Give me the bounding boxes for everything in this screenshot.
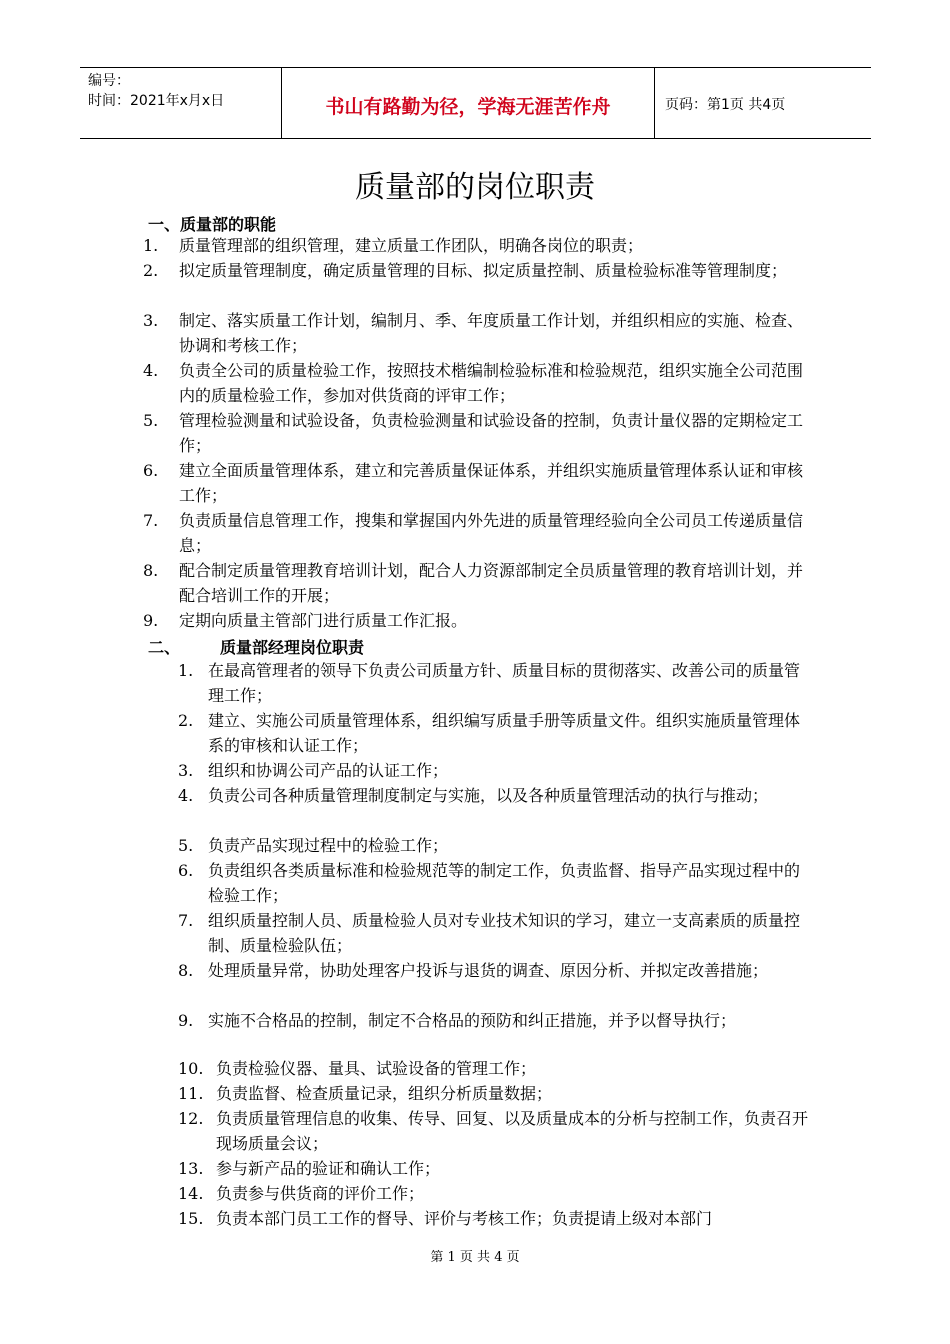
list-item-text: 管理检验测量和试验设备，负责检验测量和试验设备的控制，负责计量仪器的定期检定工作；	[179, 411, 804, 455]
section-1-heading: 一、质量部的职能	[148, 215, 277, 234]
number-label: 编号：	[88, 73, 130, 89]
list-item-number: 15.	[178, 1209, 204, 1228]
list-item	[178, 958, 811, 983]
list-item-text: 负责参与供货商的评价工作；	[216, 1184, 425, 1203]
list-item-number: 6.	[178, 861, 194, 880]
page-footer: 第 1 页 共 4 页	[430, 1250, 520, 1265]
list-item-text: 在最高管理者的领导下负责公司质量方针、质量目标的贯彻落实、改善公司的质量管理工作；	[208, 661, 801, 705]
header-motto: 书山有路勤为径，学海无涯苦作舟	[325, 96, 611, 118]
list-item-number: 10.	[178, 1059, 204, 1078]
list-item-number: 13.	[178, 1159, 204, 1178]
list-item	[178, 1156, 811, 1181]
list-item-text: 建立、实施公司质量管理体系，组织编写质量手册等质量文件。组织实施质量管理体系的审核和认证工作；	[208, 711, 801, 755]
list-item-number: 6.	[143, 461, 159, 480]
list-item	[143, 233, 811, 258]
list-item-number: 11.	[178, 1084, 204, 1103]
list-item	[178, 1056, 811, 1081]
list-item	[178, 783, 811, 808]
section-2-number: 二、	[148, 638, 181, 657]
list-item-text: 制定、落实质量工作计划，编制月、季、年度质量工作计划，并组织相应的实施、检查、协调和考核工作；	[179, 311, 804, 355]
list-item-text: 拟定质量管理制度，确定质量管理的目标、拟定质量控制、质量检验标准等管理制度；	[179, 261, 788, 280]
list-item-text: 定期向质量主管部门进行质量工作汇报。	[179, 611, 468, 630]
list-item-text: 组织质量控制人员、质量检验人员对专业技术知识的学习，建立一支高素质的质量控制、质量检验队伍；	[208, 911, 801, 955]
list-item-text: 处理质量异常，协助处理客户投诉与退货的调查、原因分析、并拟定改善措施；	[208, 961, 769, 980]
list-item	[178, 1181, 811, 1206]
list-item-text: 质量管理部的组织管理，建立质量工作团队，明确各岗位的职责；	[179, 236, 644, 255]
list-item-number: 1.	[143, 236, 159, 255]
list-item-text: 负责公司各种质量管理制度制定与实施，以及各种质量管理活动的执行与推动；	[208, 786, 769, 805]
list-item	[178, 1106, 811, 1156]
list-item-number: 9.	[143, 611, 159, 630]
date-label: 时间：2021年x月x日	[88, 93, 225, 109]
list-item	[178, 1081, 811, 1106]
list-item-number: 4.	[178, 786, 194, 805]
list-item	[143, 408, 811, 458]
list-item-text: 负责产品实现过程中的检验工作；	[208, 836, 449, 855]
list-item-number: 2.	[178, 711, 194, 730]
header-table	[80, 67, 871, 139]
list-item	[143, 358, 811, 408]
list-item-number: 8.	[178, 961, 194, 980]
list-item	[178, 833, 811, 858]
list-item-text: 负责质量管理信息的收集、传导、回复、以及质量成本的分析与控制工作，负责召开现场质量会议；	[216, 1109, 809, 1153]
list-item-number: 5.	[178, 836, 194, 855]
list-item-number: 14.	[178, 1184, 204, 1203]
list-item-number: 7.	[178, 911, 194, 930]
list-item-text: 负责组织各类质量标准和检验规范等的制定工作，负责监督、指导产品实现过程中的检验工作；	[208, 861, 801, 905]
list-item-number: 5.	[143, 411, 159, 430]
list-item-text: 负责全公司的质量检验工作，按照技术楷编制检验标准和检验规范，组织实施全公司范围内的质量检验工作，参加对供货商的评审工作；	[179, 361, 804, 405]
list-item-number: 8.	[143, 561, 159, 580]
list-item-number: 1.	[178, 661, 194, 680]
list-item-number: 2.	[143, 261, 159, 280]
list-item	[178, 1008, 811, 1033]
list-item-text: 参与新产品的验证和确认工作；	[216, 1159, 441, 1178]
list-item-number: 7.	[143, 511, 159, 530]
list-item	[143, 258, 811, 283]
list-item-text: 负责监督、检查质量记录，组织分析质量数据；	[216, 1084, 553, 1103]
list-item	[178, 758, 811, 783]
page-label: 页码：第1页 共4页	[665, 97, 786, 113]
list-item	[143, 458, 811, 508]
list-item-text: 实施不合格品的控制，制定不合格品的预防和纠正措施，并予以督导执行；	[208, 1011, 737, 1030]
section-2-heading	[148, 635, 364, 658]
list-item-number: 3.	[178, 761, 194, 780]
list-item-text: 负责检验仪器、量具、试验设备的管理工作；	[216, 1059, 537, 1078]
list-item-number: 12.	[178, 1109, 204, 1128]
list-item	[143, 508, 811, 558]
list-item-text: 负责本部门员工工作的督导、评价与考核工作；负责提请上级对本部门	[216, 1209, 713, 1228]
header-meta	[88, 71, 224, 111]
list-item	[178, 858, 811, 908]
list-item	[178, 908, 811, 958]
list-item-number: 9.	[178, 1011, 194, 1030]
list-item	[178, 1206, 811, 1231]
page-title: 质量部的岗位职责	[355, 170, 595, 205]
list-item	[178, 658, 811, 708]
list-item	[143, 308, 811, 358]
section-2-title: 质量部经理岗位职责	[220, 638, 365, 657]
list-item-text: 配合制定质量管理教育培训计划，配合人力资源部制定全员质量管理的教育培训计划，并配合培训工作的开展；	[179, 561, 804, 605]
header-divider	[654, 68, 655, 138]
list-item-number: 4.	[143, 361, 159, 380]
list-item	[143, 558, 811, 608]
list-item	[143, 608, 811, 633]
list-item-text: 负责质量信息管理工作，搜集和掌握国内外先进的质量管理经验向全公司员工传递质量信息；	[179, 511, 804, 555]
list-item-number: 3.	[143, 311, 159, 330]
list-item-text: 建立全面质量管理体系，建立和完善质量保证体系，并组织实施质量管理体系认证和审核工作；	[179, 461, 804, 505]
list-item	[178, 708, 811, 758]
list-item-text: 组织和协调公司产品的认证工作；	[208, 761, 449, 780]
